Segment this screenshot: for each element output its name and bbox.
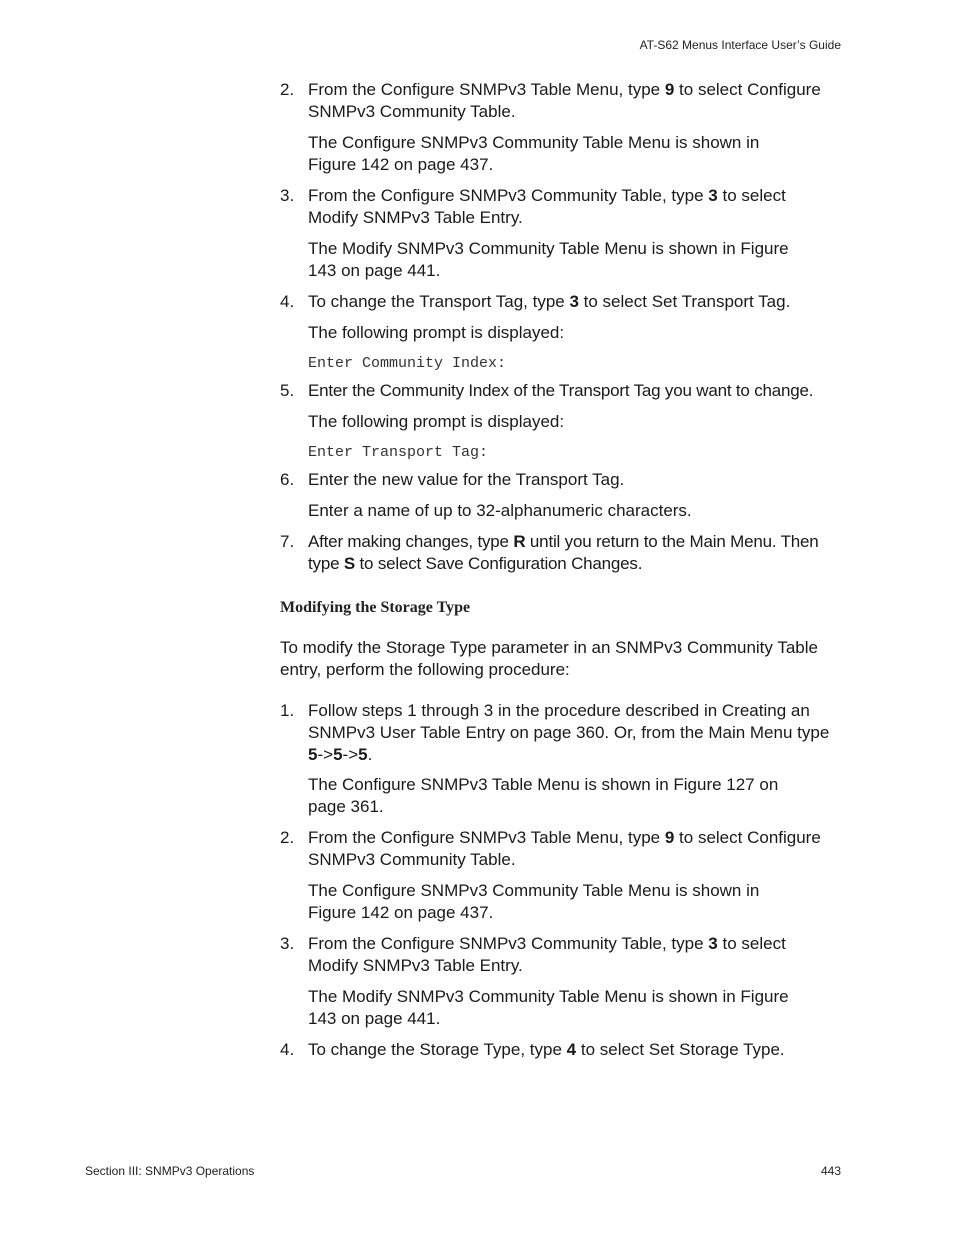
step-note: The Modify SNMPv3 Community Table Menu is shown in Figure 143 on page 441. (308, 987, 789, 1028)
step-text: To change the Storage Type, type 4 to select Set Storage Type. (308, 1040, 785, 1059)
step-number: 3. (280, 934, 295, 953)
prompt-text: Enter Transport Tag: (308, 444, 489, 461)
section-heading: Modifying the Storage Type (280, 599, 471, 616)
step-text: To change the Transport Tag, type 3 to select Set Transport Tag. (308, 292, 791, 311)
key-label: 3 (708, 934, 718, 953)
step-note: The Modify SNMPv3 Community Table Menu is shown in Figure 143 on page 441. (308, 239, 789, 280)
step-note: The Configure SNMPv3 Table Menu is shown in Figure 127 on page 361. (308, 775, 779, 816)
step-number: 3. (280, 186, 295, 205)
step-number: 2. (280, 828, 295, 847)
key-label: 9 (664, 828, 675, 847)
running-header: AT-S62 Menus Interface User’s Guide (639, 38, 841, 52)
step-note: The following prompt is displayed: (308, 323, 565, 342)
key-label: S (343, 554, 355, 573)
page-number: 443 (820, 1164, 841, 1178)
step-note: The following prompt is displayed: (308, 412, 565, 431)
step-note: Enter a name of up to 32-alphanumeric characters. (308, 501, 692, 520)
step-number: 4. (280, 1040, 295, 1059)
step-text: From the Configure SNMPv3 Table Menu, type 9 to select Configure SNMPv3 Community Table. (308, 80, 821, 121)
step-text: After making changes, type R until you return to the Main Menu. Then type S to select Save Configuration Changes. (308, 532, 819, 573)
key-label: 5 (358, 745, 368, 764)
step-text: From the Configure SNMPv3 Community Table, type 3 to select Modify SNMPv3 Table Entry. (308, 186, 786, 227)
prompt-text: Enter Community Index: (308, 355, 507, 372)
key-label: 4 (566, 1040, 577, 1059)
step-number: 1. (280, 701, 295, 720)
key-label: 5 (333, 745, 343, 764)
step-number: 4. (280, 292, 295, 311)
step-number: 7. (280, 532, 295, 551)
step-number: 6. (280, 470, 295, 489)
step-note: The Configure SNMPv3 Community Table Menu is shown in Figure 142 on page 437. (308, 881, 760, 922)
intro-paragraph: To modify the Storage Type parameter in an SNMPv3 Community Table entry, perform the following procedure: (280, 638, 818, 679)
key-label: 3 (708, 186, 718, 205)
step-text: Enter the new value for the Transport Tag. (308, 470, 625, 489)
key-label: 3 (569, 292, 579, 311)
step-text: Enter the Community Index of the Transport Tag you want to change. (308, 381, 814, 400)
step-text: Follow steps 1 through 3 in the procedure described in Creating an SNMPv3 User Table Entry on page 360. Or, from the Main Menu type 5->5->5. (308, 701, 830, 764)
key-label: R (513, 532, 526, 551)
step-text: From the Configure SNMPv3 Community Table, type 3 to select Modify SNMPv3 Table Entry. (308, 934, 786, 975)
key-label: 5 (308, 745, 318, 764)
footer-section: Section III: SNMPv3 Operations (85, 1164, 255, 1178)
key-label: 9 (664, 80, 675, 99)
step-note: The Configure SNMPv3 Community Table Menu is shown in Figure 142 on page 437. (308, 133, 760, 174)
step-number: 5. (280, 381, 295, 400)
step-number: 2. (280, 80, 295, 99)
step-text: From the Configure SNMPv3 Table Menu, type 9 to select Configure SNMPv3 Community Table. (308, 828, 821, 869)
